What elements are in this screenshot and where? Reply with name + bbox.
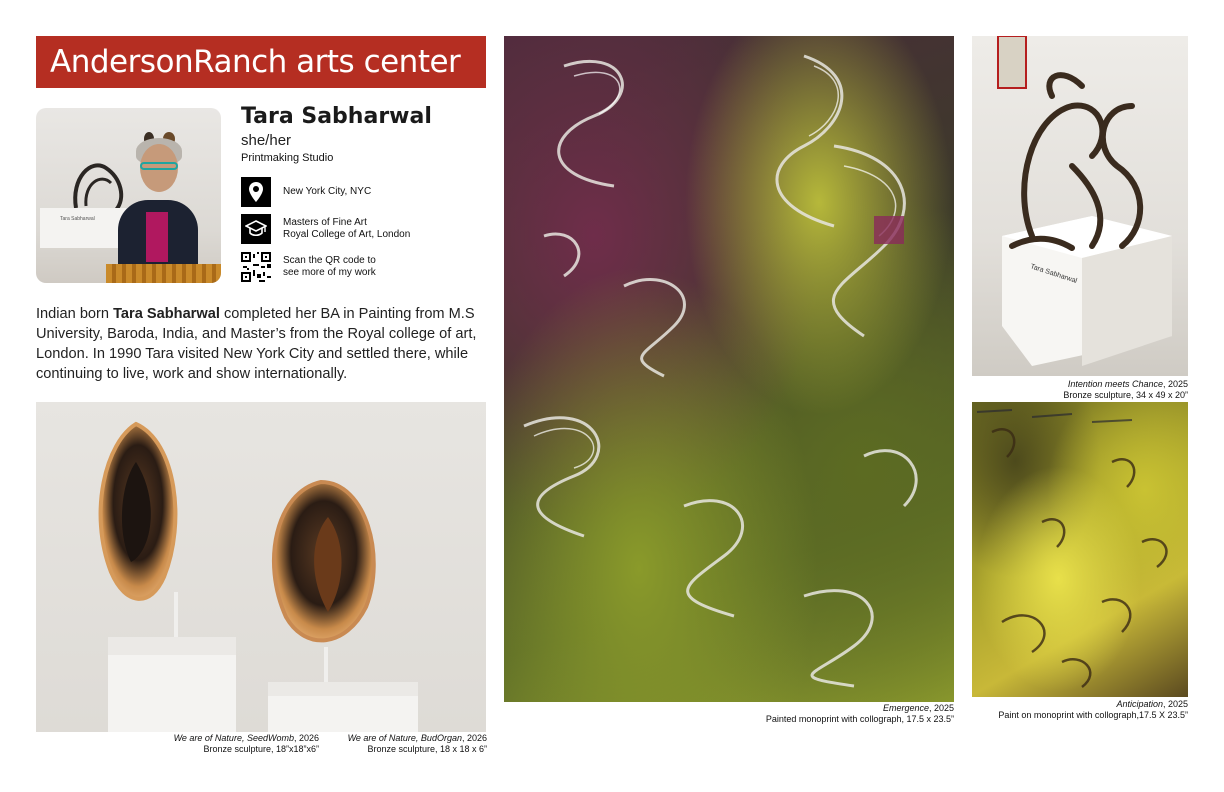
brand-banner	[36, 36, 486, 88]
artist-studio: Printmaking Studio	[241, 152, 334, 164]
qr-instructions	[283, 255, 376, 279]
intention-plinth-label: Tara Sabharwal	[1029, 263, 1078, 285]
education-row	[241, 214, 410, 244]
budorgan-title: We are of Nature, BudOrgan	[347, 733, 462, 743]
qr-code-icon[interactable]	[241, 252, 271, 282]
seed-sculptures-graphic	[36, 402, 486, 732]
person-shirt	[146, 212, 168, 262]
artist-portrait-photo	[36, 108, 221, 283]
bio-prefix: Indian born	[36, 306, 114, 322]
emergence-title: Emergence	[882, 703, 929, 713]
anticipation-year: , 2025	[1162, 699, 1188, 709]
artist-name: Tara Sabharwal	[241, 104, 432, 129]
emergence-details: Painted monoprint with collograph, 17.5 x 23.5”	[765, 714, 954, 724]
budorgan-caption	[300, 733, 487, 755]
emergence-painting	[504, 36, 954, 702]
artist-bio	[36, 304, 488, 384]
location-text: New York City, NYC	[283, 186, 372, 197]
emergence-caption	[700, 703, 954, 725]
intention-title: Intention meets Chance	[1067, 379, 1163, 389]
bio-text: completed her BA in Painting from M.S University, Baroda, India, and Master’s from the Royal college of art, London. In 1990 Tara visited New York City and settled there, while continuing to live, work and show internationally.	[36, 306, 477, 382]
intention-year: , 2025	[1162, 379, 1188, 389]
seedwomb-year: , 2026	[293, 733, 319, 743]
budorgan-details: Bronze sculpture, 18 x 18 x 6”	[367, 744, 487, 754]
location-pin-icon	[241, 177, 271, 207]
degree-line: Masters of Fine Art	[283, 217, 367, 228]
person-glasses	[140, 162, 178, 170]
seedwomb-details: Bronze sculpture, 18”x18”x6”	[203, 744, 319, 754]
seedwomb-title: We are of Nature, SeedWomb	[173, 733, 294, 743]
qr-line-1: Scan the QR code to	[283, 255, 376, 266]
anticipation-details: Paint on monoprint with collograph,17.5 X 23.5”	[998, 710, 1188, 720]
anticipation-painting	[972, 402, 1188, 697]
emergence-year: , 2025	[928, 703, 954, 713]
brand-title: AndersonRanch arts center	[50, 44, 461, 80]
seed-sculptures-photo	[36, 402, 486, 732]
location-row	[241, 177, 371, 207]
bio-name: Tara Sabharwal	[113, 306, 220, 322]
anticipation-title: Anticipation	[1116, 699, 1163, 709]
intention-caption	[972, 379, 1188, 401]
bench	[106, 264, 221, 283]
graduation-cap-icon	[241, 214, 271, 244]
small-sculpture-graphic	[66, 138, 136, 218]
intention-sculpture-photo	[972, 36, 1188, 376]
emergence-brushstrokes-graphic	[504, 36, 954, 702]
anticipation-caption	[960, 699, 1188, 721]
intention-details: Bronze sculpture, 34 x 49 x 20”	[1063, 390, 1188, 400]
artist-pronouns: she/her	[241, 132, 292, 149]
seedwomb-caption	[130, 733, 319, 755]
school-line: Royal College of Art, London	[283, 229, 411, 240]
qr-row	[241, 252, 376, 282]
anticipation-marks-graphic	[972, 402, 1188, 697]
budorgan-year: , 2026	[461, 733, 487, 743]
education-text	[283, 217, 410, 241]
qr-line-2: see more of my work	[283, 267, 376, 278]
portrait-plinth-label: Tara Sabharwal	[60, 216, 95, 222]
intention-sculpture-graphic	[972, 36, 1188, 376]
